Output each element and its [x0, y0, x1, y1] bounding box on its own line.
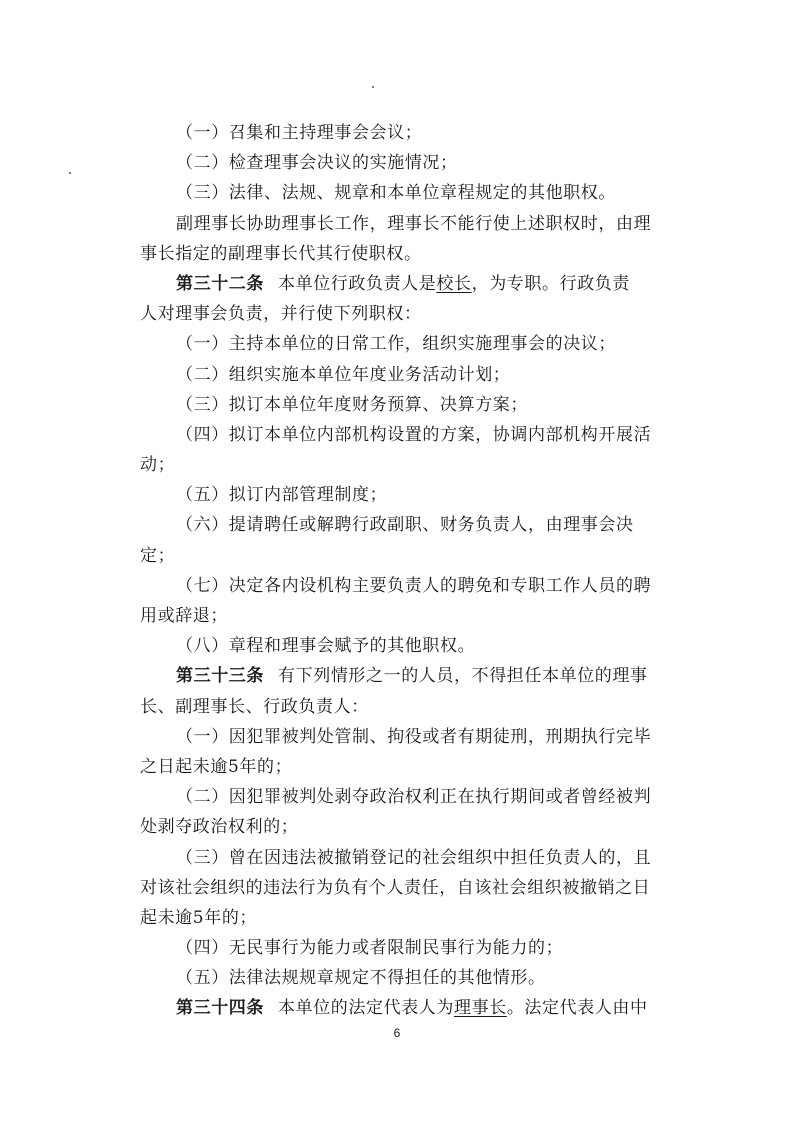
article-heading: 第三十四条: [176, 998, 264, 1019]
text-line: （二）组织实施本单位年度业务活动计划；: [176, 364, 511, 385]
text-line: 动；: [140, 455, 176, 476]
article-text: 本单位行政负责人是: [278, 273, 437, 294]
text-line: 起未逾5年的；: [140, 907, 258, 928]
article-text: 。法定代表人由中: [506, 998, 648, 1019]
article-34: [140, 993, 660, 1023]
scan-speck: [69, 172, 71, 174]
article-heading: 第三十三条: [176, 666, 264, 687]
text-line: （三）拟订本单位年度财务预算、决算方案；: [176, 394, 528, 415]
text-line: 副理事长协助理事长工作，理事长不能行使上述职权时，由理: [176, 213, 652, 234]
article-text: 有下列情形之一的人员，不得担任本单位的理事: [278, 666, 648, 687]
text-line: （一）召集和主持理事会会议；: [176, 123, 423, 143]
article-text: 本单位的法定代表人为: [278, 998, 454, 1019]
text-line: 用或辞退；: [140, 606, 228, 626]
article-32: [140, 269, 660, 299]
text-line: （三）曾在因违法被撤销登记的社会组织中担任负责人的，且: [176, 847, 652, 868]
page-number: 6: [393, 1026, 401, 1040]
text-line: （一）因犯罪被判处管制、拘役或者有期徒刑，刑期执行完毕: [176, 726, 652, 747]
text-line: 人对理事会负责，并行使下列职权：: [140, 304, 422, 325]
text-line: （五）拟订内部管理制度；: [176, 485, 388, 506]
text-line: （八）章程和理事会赋予的其他职权。: [176, 636, 476, 657]
text-line: （五）法律法规规章规定不得担任的其他情形。: [176, 968, 546, 989]
text-line: 事长指定的副理事长代其行使职权。: [140, 243, 422, 264]
document-body: [140, 118, 660, 1024]
text-line: 之日起未逾5年的；: [140, 756, 293, 777]
text-line: （四）拟订本单位内部机构设置的方案，协调内部机构开展活: [176, 424, 652, 445]
article-33: [140, 661, 660, 691]
text-line: 长、副理事长、行政负责人：: [140, 696, 369, 717]
text-line: （六）提请聘任或解聘行政副职、财务负责人，由理事会决: [176, 515, 634, 536]
text-line: （二）检查理事会决议的实施情况；: [176, 153, 458, 174]
text-line: （三）法律、法规、规章和本单位章程规定的其他职权。: [176, 183, 616, 204]
text-line: 处剥夺政治权利的；: [140, 817, 299, 838]
filled-field: 校长: [436, 273, 472, 294]
article-heading: 第三十二条: [176, 273, 264, 294]
text-line: 定；: [140, 545, 176, 566]
text-line: （一）主持本单位的日常工作，组织实施理事会的决议；: [176, 334, 616, 355]
text-line: （七）决定各内设机构主要负责人的聘免和专职工作人员的聘: [176, 575, 652, 596]
filled-field: 理事长: [454, 998, 507, 1019]
scan-speck: [372, 86, 374, 88]
text-line: （二）因犯罪被判处剥夺政治权利正在执行期间或者曾经被判: [176, 787, 652, 808]
text-line: 对该社会组织的违法行为负有个人责任，自该社会组织被撤销之日: [140, 877, 651, 898]
text-line: （四）无民事行为能力或者限制民事行为能力的；: [176, 938, 564, 959]
article-text: ，为专职。行政负责: [471, 273, 631, 294]
